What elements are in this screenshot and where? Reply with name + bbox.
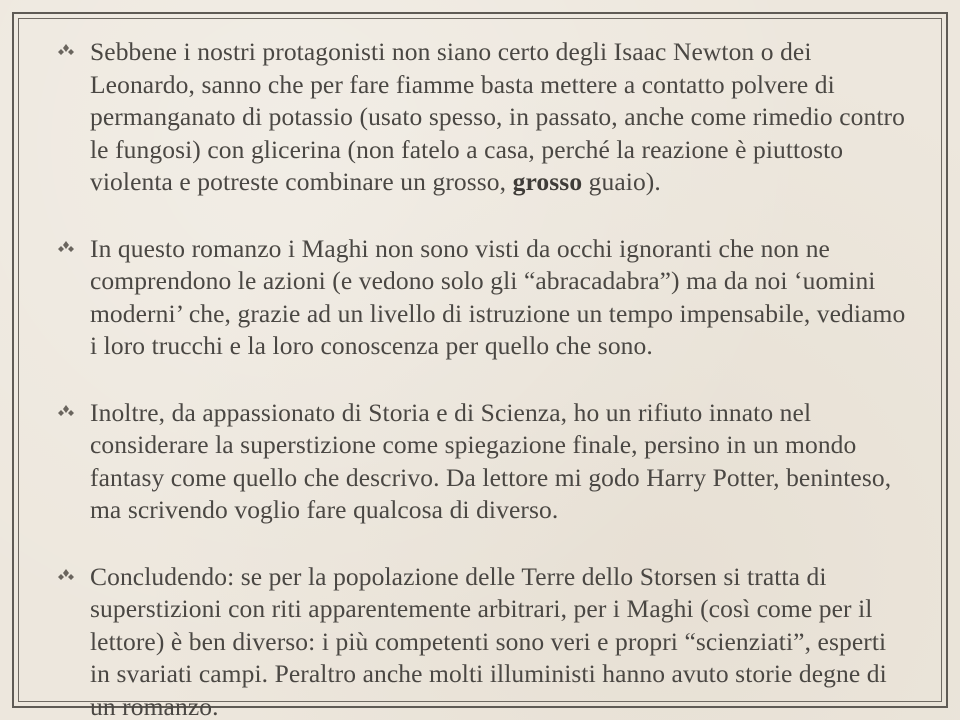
bullet-item	[58, 561, 908, 720]
bullet-bold-text: grosso	[512, 167, 583, 196]
bullet-text: Concludendo: se per la popolazione delle Terre dello Storsen si tratta di superstizioni con riti apparentemente arbitrari, per i Maghi (così come per il lettore) è ben diverso: i più competenti sono veri e propri “scienziati”, esperti in svariati campi. Peraltro anche molti illuministi hanno avuto storie degne di un romanzo.	[90, 561, 887, 720]
diamond-bullet-icon	[58, 568, 74, 584]
bullet-item	[58, 233, 908, 363]
bullet-text: Sebbene i nostri protagonisti non siano certo degli Isaac Newton o dei Leonardo, sanno che per fare fiamme basta mettere a contatto polvere di permanganato di potassio (usato spesso, in passato, anche come rimedio contro le fungosi) con glicerina (non fatelo a casa, perché la reazione è piuttosto violenta e potreste combinare un grosso,	[90, 37, 905, 196]
diamond-bullet-icon	[58, 404, 74, 420]
bullet-text: guaio).	[582, 167, 661, 196]
bullet-text: Inoltre, da appassionato di Storia e di Scienza, ho un rifiuto innato nel considerare la superstizione come spiegazione finale, persino in un mondo fantasy come quello che descrivo. Da lettore mi godo Harry Potter, beninteso, ma scrivendo voglio fare qualcosa di diverso.	[90, 397, 892, 524]
bullet-item	[58, 36, 908, 199]
bullet-item	[58, 397, 908, 527]
diamond-bullet-icon	[58, 43, 74, 59]
bullet-list	[58, 36, 908, 720]
diamond-bullet-icon	[58, 240, 74, 256]
bullet-text: In questo romanzo i Maghi non sono visti da occhi ignoranti che non ne comprendono le azioni (e vedono solo gli “abracadabra”) ma da noi ‘uomini moderni’ che, grazie ad un livello di istruzione un tempo impensabile, vediamo i loro trucchi e la loro conoscenza per quello che sono.	[90, 233, 906, 360]
